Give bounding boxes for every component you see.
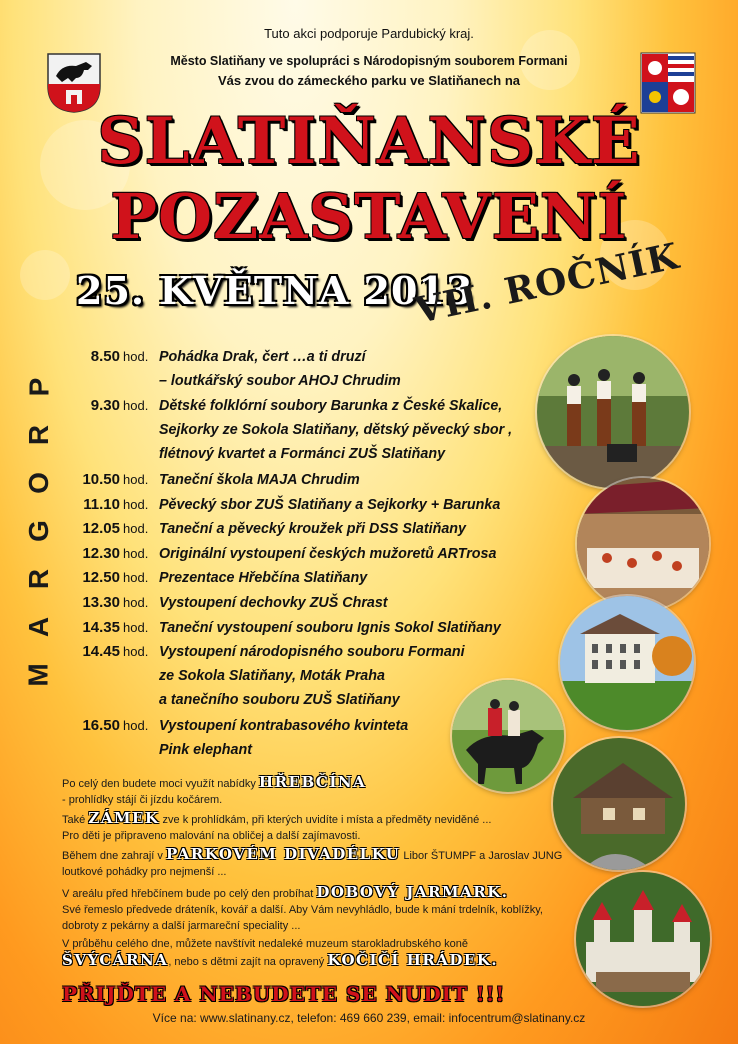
info-market (62, 884, 543, 934)
horse-riders-image (452, 680, 564, 792)
castle-image (560, 596, 694, 730)
support-note: Tuto akci podporuje Pardubický kraj. (264, 26, 474, 41)
program-vertical-label (24, 372, 54, 690)
schedule-time: 16.50 (82, 716, 120, 734)
schedule-row (64, 619, 564, 644)
schedule-desc: Vystoupení dechovky ZUŠ Chrast (159, 594, 388, 611)
schedule-desc: Pink elephant (159, 741, 252, 758)
schedule-time: 12.50 (82, 569, 120, 587)
schedule-desc: Taneční škola MAJA Chrudim (159, 471, 360, 488)
info-horse-farm (62, 774, 366, 808)
schedule-hod: hod. (123, 717, 149, 733)
schedule-time: 13.30 (82, 593, 120, 611)
highlight-theatre: PARKOVÉM DIVADÉLKU (165, 845, 401, 863)
schedule-hod: hod. (123, 594, 149, 610)
cottage-photo (553, 738, 685, 870)
schedule-row (64, 397, 564, 422)
schedule-desc: Dětské folklórní soubory Barunka z České Skalice, (159, 398, 503, 415)
highlight-museum: ŠVÝCÁRNA (62, 951, 169, 969)
info-text: V areálu před hřebčínem bude po celý den probíhat (62, 888, 314, 900)
schedule-hod: hod. (123, 570, 149, 586)
schedule-time: 14.45 (82, 643, 120, 661)
info-text: Po celý den budete moci využít nabídky (62, 778, 256, 790)
schedule-hod: hod. (123, 644, 149, 660)
closing-slogan: PŘIJĎTE A NEBUDETE SE NUDIT !!! (62, 982, 506, 1006)
schedule-row (64, 471, 564, 496)
decor-bubble (20, 250, 70, 300)
info-text: Také (62, 814, 86, 826)
highlight-market: DOBOVÝ JARMARK. (316, 883, 509, 901)
info-museum (62, 936, 498, 970)
info-text: , nebo s dětmi zajít na opravený (168, 956, 325, 968)
event-title-line2: POZASTAVENÍ (110, 180, 628, 253)
schedule-row (64, 373, 564, 398)
info-text: - prohlídky stájí či jízdu kočárem. (62, 794, 223, 806)
cottage-image (553, 738, 685, 870)
program-letter: O (23, 472, 54, 494)
info-text: Libor ŠTUMPF a Jaroslav JUNG (403, 850, 563, 862)
schedule-desc: Sejkorky ze Sokola Slatiňany, dětský pěvecký sbor , (159, 421, 513, 438)
schedule-hod: hod. (123, 398, 149, 414)
schedule-time: 8.50 (90, 348, 120, 365)
info-text: loutkové pohádky pro nejmenší ... (62, 866, 227, 878)
schedule-desc: ze Sokola Slatiňany, Moták Praha (159, 667, 385, 684)
schedule-row (64, 545, 564, 570)
info-text: Své řemeslo předvede dráteník, kovář a další. Aby Vám nevyhládlo, bude k mání trdelník, koblížky, (62, 904, 543, 916)
schedule-hod: hod. (123, 496, 149, 512)
schedule-desc: Prezentace Hřebčína Slatiňany (159, 570, 368, 587)
schedule-desc: Vystoupení národopisného souboru Formani (159, 644, 465, 661)
schedule-time: 9.30 (90, 397, 120, 415)
horse-riders-photo (452, 680, 564, 792)
schedule-desc: Taneční a pěvecký kroužek při DSS Slatiňany (159, 521, 466, 538)
program-letter: G (23, 520, 54, 542)
info-theatre (62, 846, 562, 880)
schedule-hod: hod. (123, 349, 149, 364)
info-text: Pro děti je připraveno malování na obličej a další zajímavosti. (62, 830, 361, 842)
highlight-cat-castle: KOČIČÍ HRÁDEK. (327, 951, 499, 969)
invite-line: Vás zvou do zámeckého parku ve Slatiňanech na (218, 73, 520, 88)
schedule-time: 12.30 (82, 544, 120, 562)
schedule-hod: hod. (123, 545, 149, 561)
info-text: V průběhu celého dne, můžete navštívit nedaleké muzeum starokladrubského koně (62, 938, 469, 950)
cat-castle-photo (576, 872, 710, 1006)
schedule-time: 10.50 (82, 470, 120, 488)
folk-dancers-photo (537, 336, 689, 488)
program-letter: R (22, 568, 54, 590)
info-text: dobroty z pekárny a další jarmareční speciality ... (62, 920, 301, 932)
event-date: 25. KVĚTNA 2013 (76, 268, 474, 313)
schedule-hod: hod. (123, 521, 149, 537)
schedule-desc: – loutkářský soubor AHOJ Chrudim (159, 372, 401, 389)
castle-photo (560, 596, 694, 730)
schedule-row (64, 348, 564, 373)
schedule-row (64, 643, 564, 668)
schedule-desc: Vystoupení kontrabasového kvinteta (159, 717, 409, 734)
program-letter: R (22, 424, 54, 446)
schedule-desc: flétnový kvartet a Formánci ZUŠ Slatiňany (159, 446, 446, 463)
folk-dancers-image (537, 336, 689, 488)
schedule-row (64, 422, 564, 447)
schedule-row (64, 496, 564, 521)
schedule-row (64, 594, 564, 619)
schedule-hod: hod. (123, 619, 149, 635)
event-edition: VII. ROČNÍK (411, 235, 683, 332)
schedule-time: 14.35 (82, 618, 120, 636)
cat-castle-image (576, 872, 710, 1006)
market-stall-image (577, 478, 709, 610)
info-text: Během dne zahrají v (62, 850, 163, 862)
program-letter: P (23, 377, 54, 397)
schedule-hod: hod. (123, 471, 149, 487)
schedule-desc: a tanečního souboru ZUŠ Slatiňany (159, 692, 400, 709)
schedule-desc: Pěvecký sbor ZUŠ Slatiňany a Sejkorky + Barunka (159, 496, 501, 513)
event-title-line1: SLATIŇANSKÉ (97, 104, 641, 179)
schedule-desc: Originální vystoupení českých mužoretů ARTrosa (159, 545, 497, 562)
program-letter: M (22, 663, 54, 687)
schedule-row (64, 520, 564, 545)
program-letter: A (22, 616, 54, 638)
highlight-horse-farm: HŘEBČÍNA (258, 773, 367, 791)
schedule-desc: Taneční vystoupení souboru Ignis Sokol Slatiňany (159, 619, 501, 636)
organizer-line: Město Slatiňany ve spolupráci s Národopisným souborem Formani (170, 54, 568, 68)
schedule-row (64, 569, 564, 594)
contact-line: Více na: www.slatinany.cz, telefon: 469 660 239, email: infocentrum@slatinany.cz (152, 1011, 586, 1025)
schedule-desc: Pohádka Drak, čert …a ti druzí (159, 349, 366, 365)
schedule-time: 12.05 (82, 520, 120, 538)
info-text: zve k prohlídkám, při kterých uvidíte i místa a předměty neviděné ... (162, 814, 492, 826)
highlight-castle: ZÁMEK (88, 809, 160, 827)
schedule-row (64, 446, 564, 471)
market-stall-photo (577, 478, 709, 610)
schedule-time: 11.10 (83, 495, 120, 513)
info-castle (62, 810, 491, 844)
